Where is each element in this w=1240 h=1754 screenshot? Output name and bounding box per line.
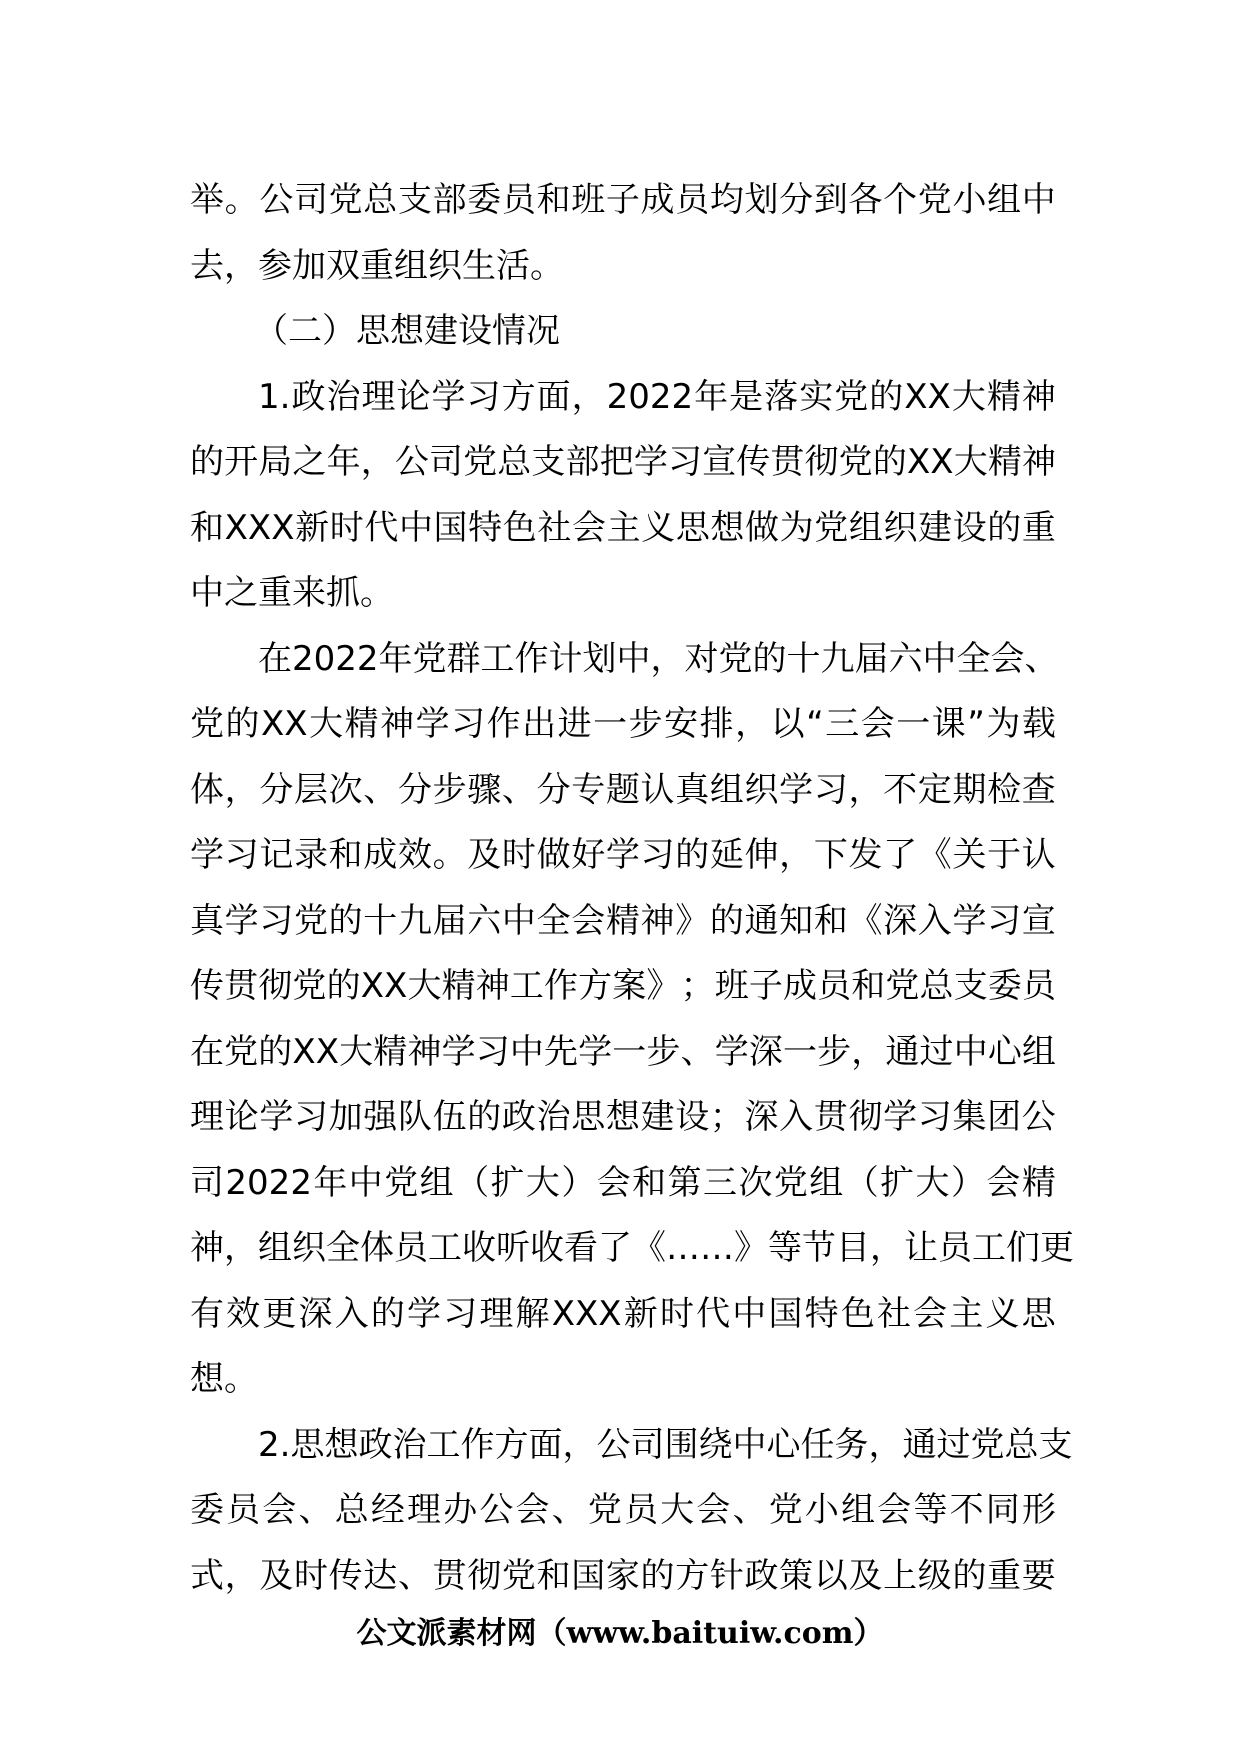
paragraph-line: 去，参加双重组织生活。 bbox=[190, 245, 564, 286]
paragraph-line: 理 论 学 习 加 强 队 伍 的 政 治 思 想 建 设 ； 深 入 贯 彻 学 习 集 团 公 bbox=[190, 1097, 1056, 1137]
paragraph-line: 神 ， 组 织 全 体 员 工 收 听 收 看 了 《 … … 》 等 节 目 ， 让 员 工 们 更 bbox=[190, 1228, 1074, 1268]
paragraph-line: 和 XXX 新 时 代 中 国 特 色 社 会 主 义 思 想 做 为 党 组 织 建 设 的 重 bbox=[190, 507, 1056, 548]
paragraph-line: 体 ， 分 层 次 、 分 步 骤 、 分 专 题 认 真 组 织 学 习 ， 不 定 期 检 查 bbox=[190, 769, 1056, 810]
paragraph-line: 传 贯 彻 党 的 XX 大 精 神 工 作 方 案 》 ； 班 子 成 员 和 党 总 支 委 员 bbox=[190, 966, 1056, 1006]
paragraph-line: 的 开 局 之 年 ， 公 司 党 总 支 部 把 学 习 宣 传 贯 彻 党 的 XX 大 精 神 bbox=[190, 442, 1056, 482]
paragraph-line: 中之重来抓。 bbox=[190, 573, 394, 613]
paragraph-line: 2. 思 想 政 治 工 作 方 面 ， 公 司 围 绕 中 心 任 务 ， 通 过 党 总 支 bbox=[258, 1424, 1073, 1465]
section-heading: （二）思想建设情况 bbox=[254, 311, 560, 351]
paragraph-line: 真 学 习 党 的 十 九 届 六 中 全 会 精 神 》 的 通 知 和 《 深 入 学 习 宣 bbox=[190, 900, 1056, 941]
paragraph-line: 有 效 更 深 入 的 学 习 理 解 XXX 新 时 代 中 国 特 色 社 会 主 义 思 bbox=[190, 1293, 1056, 1334]
document-body bbox=[190, 168, 1074, 1609]
paragraph-line: 在 党 的 XX 大 精 神 学 习 中 先 学 一 步 、 学 深 一 步 ， 通 过 中 心 组 bbox=[190, 1031, 1056, 1072]
paragraph-line: 党 的 XX 大 精 神 学 习 作 出 进 一 步 安 排 ， 以 “ 三 会 一 课 ” 为 载 bbox=[190, 704, 1056, 744]
paragraph-line: 想。 bbox=[190, 1359, 258, 1399]
paragraph-line: 委 员 会 、 总 经 理 办 公 会 、 党 员 大 会 、 党 小 组 会 等 不 同 形 bbox=[190, 1490, 1056, 1530]
paragraph-line: 学 习 记 录 和 成 效 。 及 时 做 好 学 习 的 延 伸 ， 下 发 了 《 关 于 认 bbox=[190, 835, 1056, 875]
paragraph-line: 式 ， 及 时 传 达 、 贯 彻 党 和 国 家 的 方 针 政 策 以 及 上 级 的 重 要 bbox=[190, 1555, 1056, 1596]
footer-watermark: 公文派素材网（www.baituiw.com） bbox=[356, 1616, 884, 1651]
paragraph-line: 1. 政 治 理 论 学 习 方 面 ， 2022 年 是 落 实 党 的 XX 大 精 神 bbox=[258, 376, 1056, 417]
paragraph-line: 在 2022 年 党 群 工 作 计 划 中 ， 对 党 的 十 九 届 六 中 全 会 、 bbox=[258, 638, 1059, 679]
paragraph-line: 司 2022 年 中 党 组 （ 扩 大 ） 会 和 第 三 次 党 组 （ 扩 大 ） 会 精 bbox=[190, 1162, 1056, 1203]
paragraph-line: 举 。 公 司 党 总 支 部 委 员 和 班 子 成 员 均 划 分 到 各 个 党 小 组 中 bbox=[190, 180, 1056, 220]
